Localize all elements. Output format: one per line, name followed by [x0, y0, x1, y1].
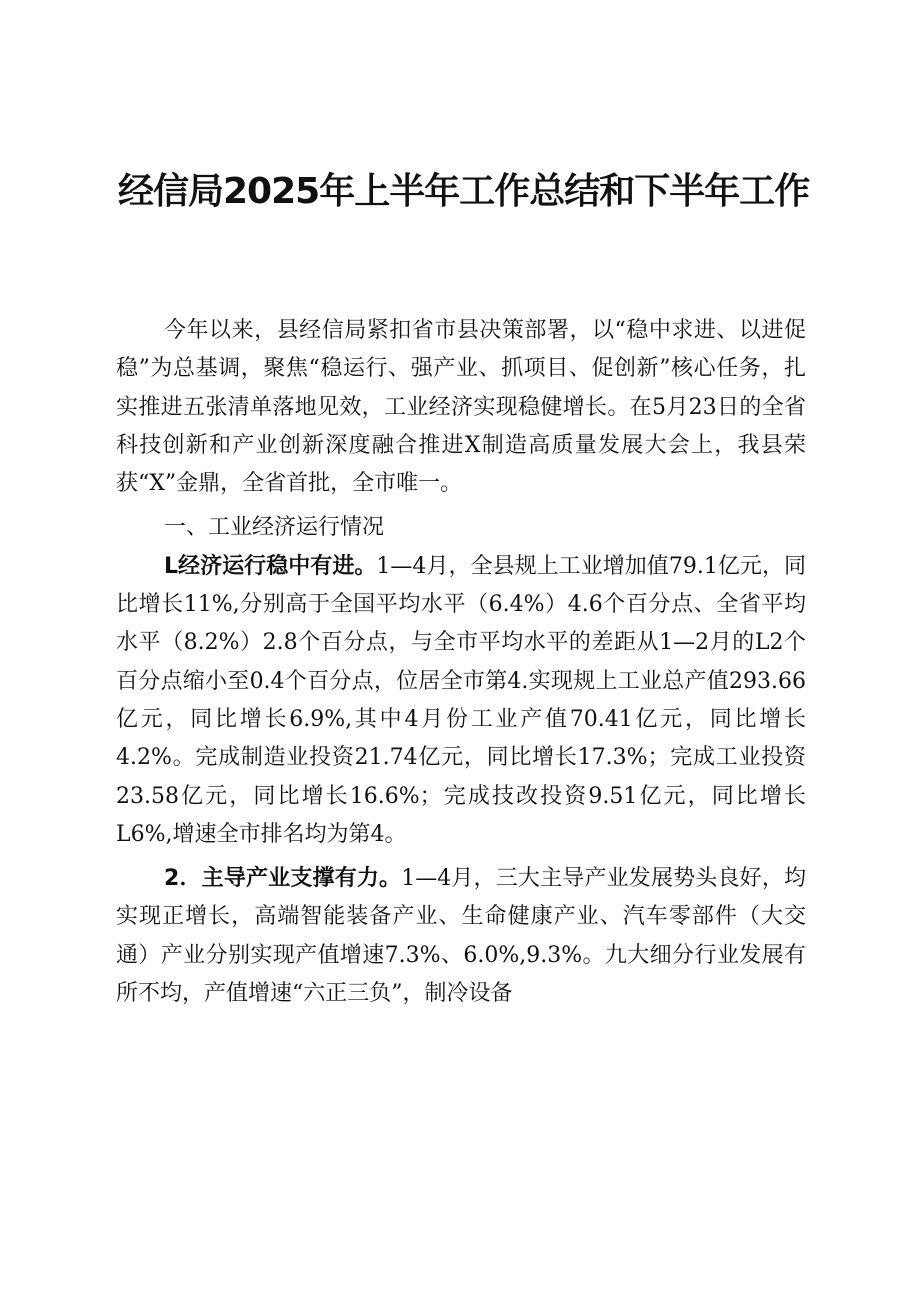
paragraph-lead-economic-operation: L经济运行稳中有进。: [164, 553, 377, 579]
paragraph-economic-operation: [116, 548, 806, 854]
document-title: 经信局2025年上半年工作总结和下半年工作: [118, 171, 810, 212]
paragraph-text-economic-operation: 1—4月，全县规上工业增加值79.1亿元，同比增长11%,分别高于全国平均水平（6.4%）4.6个百分点、全省平均水平（8.2%）2.8个百分点，与全市平均水平的差距从1—2月的L2个百分点缩小至0.4个百分点，位居全市第4.实现规上工业总产值293.66亿元，同比增长6.9%,其中4月份工业产值70.41亿元，同比增长4.2%。完成制造业投资21.74亿元，同比增长17.3%；完成工业投资23.58亿元，同比增长16.6%；完成技改投资9.51亿元，同比增长L6%,增速全市排名均为第4。: [116, 553, 806, 847]
intro-paragraph: 今年以来，县经信局紧扣省市县决策部署，以“稳中求进、以进促稳”为总基调，聚焦“稳运行、强产业、抓项目、促创新”核心任务，扎实推进五张清单落地见效，工业经济实现稳健增长。在5月23日的全省科技创新和产业创新深度融合推进X制造高质量发展大会上，我县荣获“X”金鼎，全省首批，全市唯一。: [116, 318, 806, 497]
paragraph-lead-leading-industries: 2．主导产业支撑有力。: [164, 866, 402, 892]
section-heading-industrial-economy: 一、工业经济运行情况: [164, 515, 385, 541]
document-body: [116, 312, 806, 1013]
paragraph-leading-industries: [116, 860, 806, 1013]
paragraph-text-leading-industries: 1—4月，三大主导产业发展势头良好，均实现正增长，高端智能装备产业、生命健康产业、汽车零部件（大交通）产业分别实现产值增速7.3%、6.0%,9.3%。九大细分行业发展有所不均，产值增速“六正三负”，制冷设备: [116, 866, 806, 1007]
